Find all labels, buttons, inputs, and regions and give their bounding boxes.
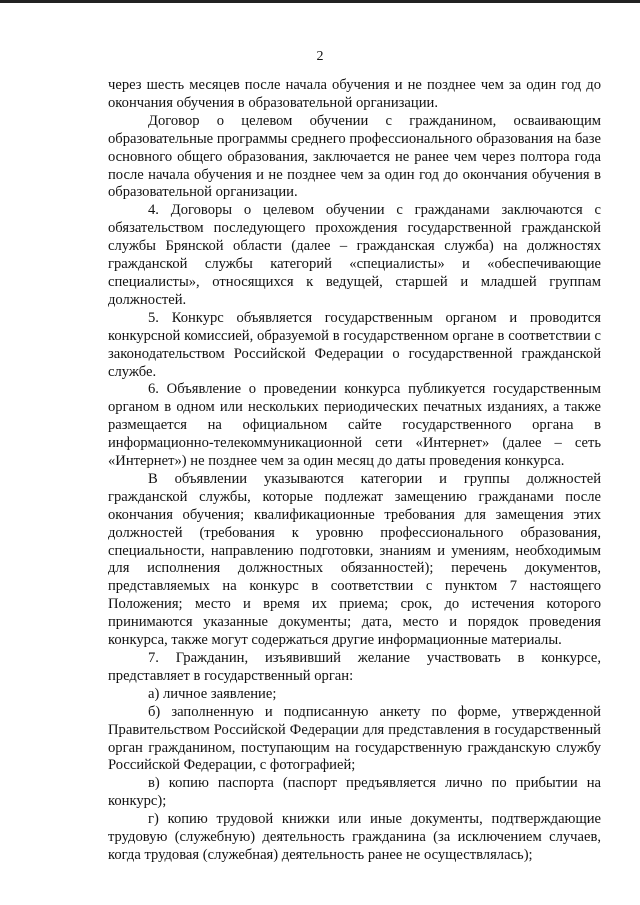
page-number: 2 xyxy=(316,49,324,64)
list-item: а) личное заявление; xyxy=(148,685,277,702)
paragraph: В объявлении указываются категории и группы должностей гражданской службы, которые подлежат замещению гражданами после окончания обучения; квалификационные требования для замещения этих должностей (требования к уровню профессионального образования, специальности, направлению подготовки, знаниям и умениям, необходимым для исполнения должностных обязанностей); перечень документов, представляемых на конкурс в соответствии с пунктом 7 настоящего Положения; место и время их приема; срок, до истечения которого принимаются указанные документы; дата, место и порядок проведения конкурса, также могут содержаться другие информационные материалы. xyxy=(108,470,601,649)
paragraph: 4. Договоры о целевом обучении с гражданами заключаются с обязательством последующего прохождения государственной гражданской службы Брянской области (далее – гражданская служба) на должностях гражданской службы категорий «специалисты» и «обеспечивающие специалисты», относящихся к ведущей, старшей и младшей группам должностей. xyxy=(108,202,601,308)
paragraph: 7. Гражданин, изъявивший желание участвовать в конкурсе, представляет в государственный орган: xyxy=(108,650,601,684)
paragraph: 6. Объявление о проведении конкурса публикуется государственным органом в одном или нескольких периодических печатных изданиях, а также размещается на официальном сайте государственного органа в информационно-телекоммуникационной сети «Интернет» (далее – сеть «Интернет») не позднее чем за один месяц до даты проведения конкурса. xyxy=(108,381,601,470)
document-body xyxy=(108,77,601,865)
paragraph: через шесть месяцев после начала обучения и не позднее чем за один год до окончания обучения в образовательной организации. xyxy=(108,77,601,111)
list-item: г) копию трудовой книжки или иные документы, подтверждающие трудовую (служебную) деятельность гражданина (за исключением случаев, когда трудовая (служебная) деятельность ранее не осуществлялась); xyxy=(108,811,601,863)
list-item: б) заполненную и подписанную анкету по форме, утвержденной Правительством Российской Федерации для представления в государственный орган гражданином, поступающим на государственную гражданскую службу Российской Федерации, с фотографией; xyxy=(108,703,601,774)
top-border-line xyxy=(0,0,640,3)
list-item: в) копию паспорта (паспорт предъявляется лично по прибытии на конкурс); xyxy=(108,775,601,810)
paragraph: Договор о целевом обучении с гражданином, осваивающим образовательные программы среднего профессионального образования на базе основного общего образования, заключается не ранее чем через полтора года после начала обучения и не позднее чем за один год до окончания обучения в образовательной организации. xyxy=(108,112,601,201)
paragraph: 5. Конкурс объявляется государственным органом и проводится конкурсной комиссией, образуемой в государственном органе в соответствии с законодательством Российской Федерации о государственной гражданской службе. xyxy=(108,309,601,380)
